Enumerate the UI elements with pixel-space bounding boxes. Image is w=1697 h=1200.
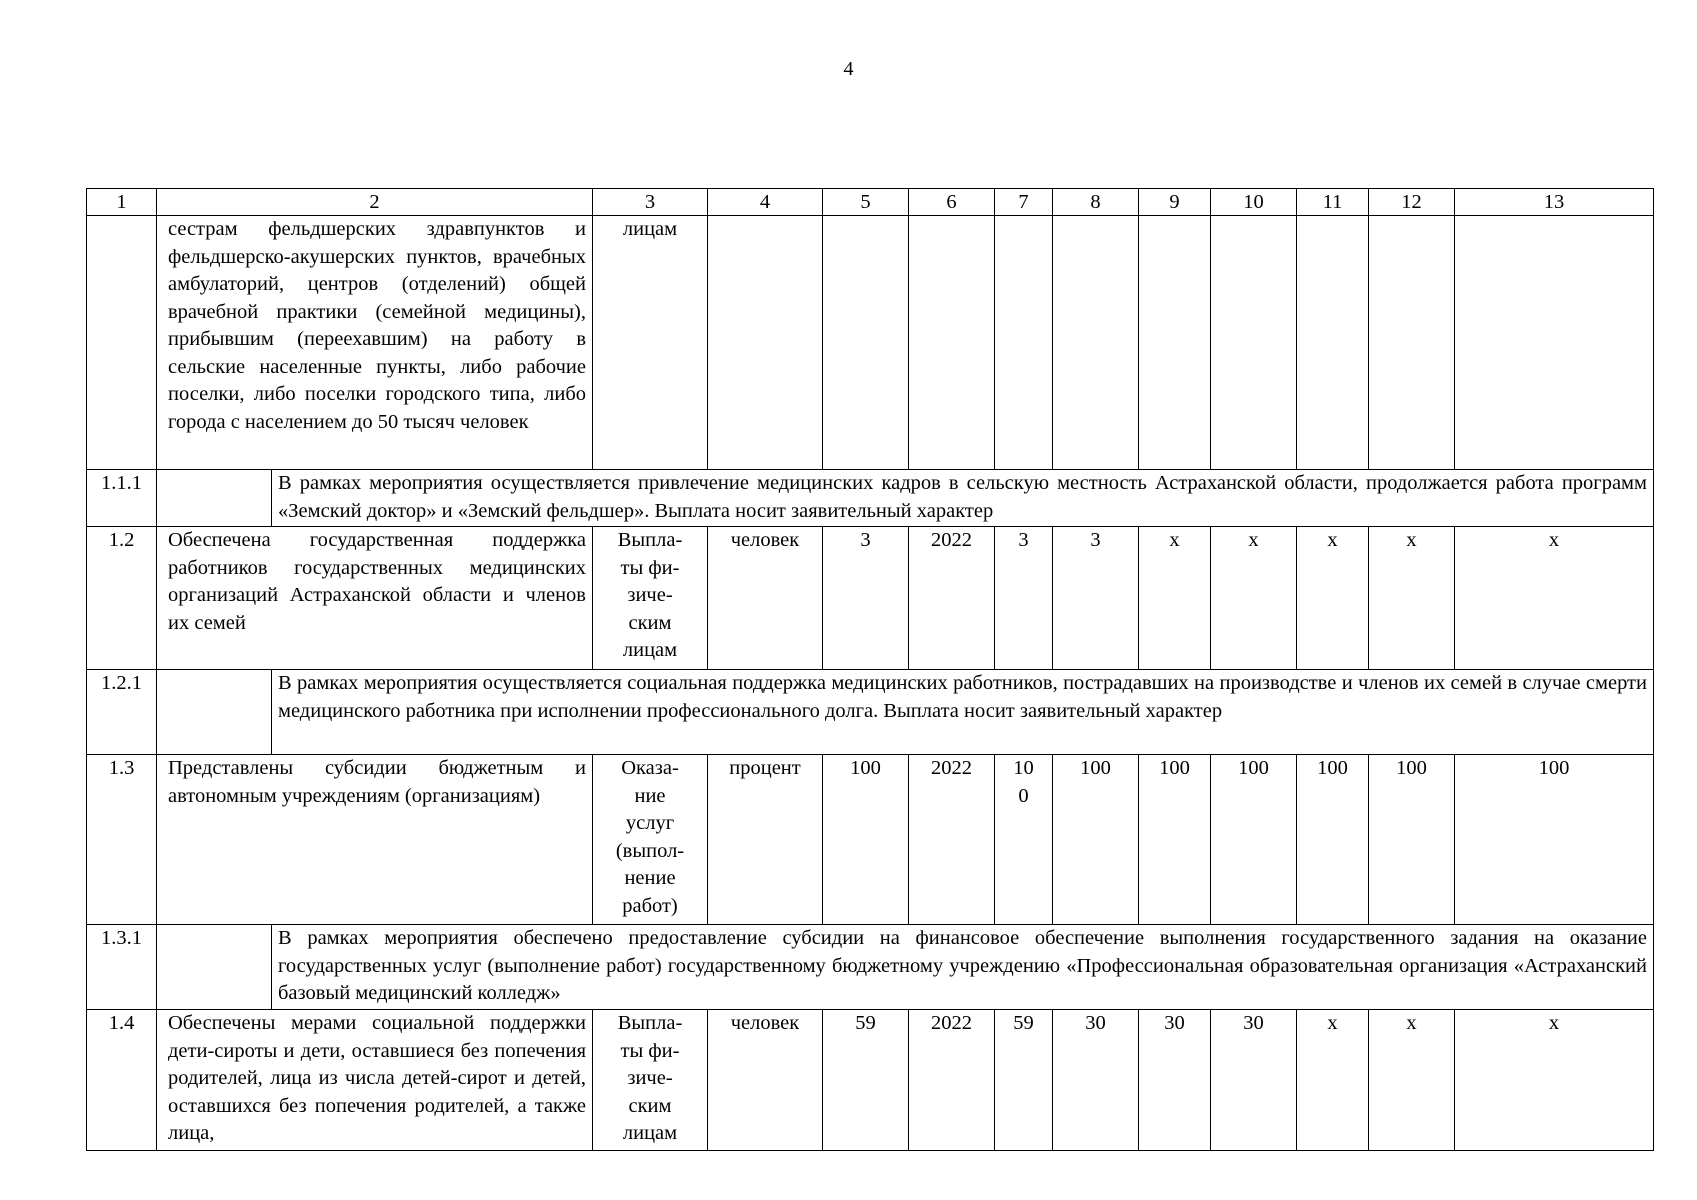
table-row [87, 470, 1654, 527]
column-header: 4 [708, 189, 823, 216]
row-value: х [1211, 527, 1297, 670]
row-value: 59 [823, 1010, 909, 1151]
table-row [87, 755, 1654, 925]
row-value: 30 [1139, 1010, 1211, 1151]
row-value: 100 [1053, 755, 1139, 925]
column-header: 7 [995, 189, 1053, 216]
row-value: х [1455, 1010, 1654, 1151]
row-value: 100 [823, 755, 909, 925]
column-header: 1 [87, 189, 157, 216]
row-value: 3 [995, 527, 1053, 670]
table-row [87, 216, 1654, 470]
row-value: 10 0 [995, 755, 1053, 925]
row-value: 100 [1211, 755, 1297, 925]
row-value: х [1369, 527, 1455, 670]
table-row [87, 925, 1654, 1010]
row-value: 100 [1455, 755, 1654, 925]
row-number: 1.1.1 [87, 470, 157, 527]
column-header: 12 [1369, 189, 1455, 216]
row-value: х [1297, 1010, 1369, 1151]
column-header: 3 [593, 189, 708, 216]
row-unit: процент [708, 755, 823, 925]
column-header: 5 [823, 189, 909, 216]
row-payment-type: Выпла- ты фи- зиче- ским лицам [593, 1010, 708, 1151]
row-value: х [1455, 527, 1654, 670]
column-header: 8 [1053, 189, 1139, 216]
row-value: 3 [1053, 527, 1139, 670]
row-payment-type: Выпла- ты фи- зиче- ским лицам [593, 527, 708, 670]
row-value: х [1139, 527, 1211, 670]
row-year: 2022 [909, 527, 995, 670]
row-year: 2022 [909, 1010, 995, 1151]
row-number: 1.2.1 [87, 670, 157, 755]
row-unit: человек [708, 1010, 823, 1151]
row-value: 100 [1139, 755, 1211, 925]
row-note: В рамках мероприятия осуществляется привлечение медицинских кадров в сельскую местность Астраханской области, продолжается работа программ «Земский доктор» и «Земский фельдшер». Выплата носит заявительный характер [272, 470, 1654, 527]
row-number [87, 216, 157, 470]
row-note: В рамках мероприятия обеспечено предоставление субсидии на финансовое обеспечение выполнения государственного задания на оказание государственных услуг (выполнение работ) государственному бюджетному учреждению «Профессиональная образовательная организация «Астраханский базовый медицинский колледж» [272, 925, 1654, 1010]
column-header: 11 [1297, 189, 1369, 216]
column-number-row [87, 189, 1654, 216]
row-value: 30 [1053, 1010, 1139, 1151]
column-header: 9 [1139, 189, 1211, 216]
row-value: 100 [1369, 755, 1455, 925]
row-value: 3 [823, 527, 909, 670]
table-row [87, 1010, 1654, 1151]
row-description: сестрам фельдшерских здравпунктов и фельдшерско-акушерских пунктов, врачебных амбулаторий, центров (отделений) общей врачебной практики (семейной медицины), прибывшим (переехавшим) на работу в сельские населенные пункты, либо рабочие поселки, либо поселки городского типа, либо города с населением до 50 тысяч человек [157, 216, 593, 470]
column-header: 2 [157, 189, 593, 216]
column-header: 6 [909, 189, 995, 216]
row-year: 2022 [909, 755, 995, 925]
row-description: Обеспечены мерами социальной поддержки дети-сироты и дети, оставшиеся без попечения родителей, лица из числа детей-сирот и детей, оставшихся без попечения родителей, а также лица, [157, 1010, 593, 1151]
row-note: В рамках мероприятия осуществляется социальная поддержка медицинских работников, пострадавших на производстве и членов их семей в случае смерти медицинского работника при исполнении профессионального долга. Выплата носит заявительный характер [272, 670, 1654, 755]
row-value: 59 [995, 1010, 1053, 1151]
table-row [87, 527, 1654, 670]
row-description: Представлены субсидии бюджетным и автономным учреждениям (организациям) [157, 755, 593, 925]
indicators-table [86, 188, 1654, 1151]
row-payment-type: Оказа- ние услуг (выпол- нение работ) [593, 755, 708, 925]
row-number: 1.3 [87, 755, 157, 925]
row-value: 30 [1211, 1010, 1297, 1151]
row-number: 1.4 [87, 1010, 157, 1151]
table-row [87, 670, 1654, 755]
column-header: 10 [1211, 189, 1297, 216]
row-number: 1.3.1 [87, 925, 157, 1010]
row-number: 1.2 [87, 527, 157, 670]
row-value: х [1297, 527, 1369, 670]
row-description: Обеспечена государственная поддержка работников государственных медицинских организаций Астраханской области и членов их семей [157, 527, 593, 670]
row-unit: человек [708, 527, 823, 670]
row-value: х [1369, 1010, 1455, 1151]
page-number: 4 [843, 58, 854, 80]
column-header: 13 [1455, 189, 1654, 216]
row-payment-type: лицам [593, 216, 708, 470]
row-value: 100 [1297, 755, 1369, 925]
